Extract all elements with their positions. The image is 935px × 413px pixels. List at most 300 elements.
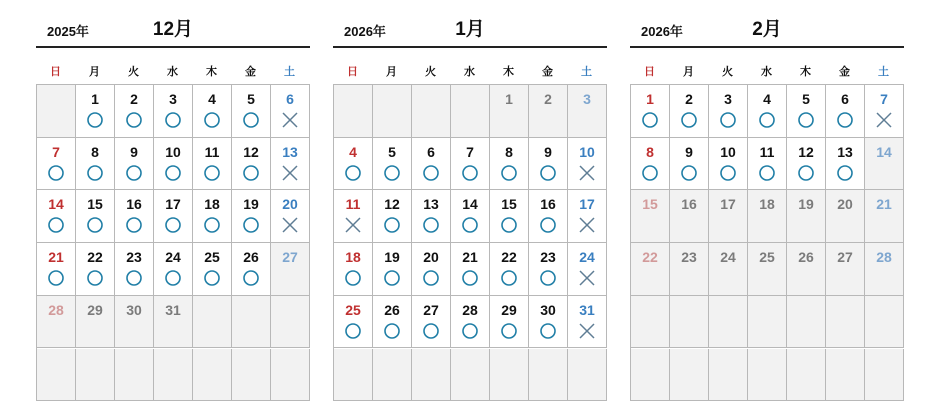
day-cell — [334, 138, 373, 191]
day-number: 28 — [48, 301, 64, 318]
empty-day-cell — [451, 349, 490, 402]
day-cell — [451, 138, 490, 191]
month-header — [630, 0, 904, 48]
circle-mark-icon — [798, 112, 814, 128]
day-cell — [568, 296, 607, 349]
day-number: 4 — [208, 91, 216, 107]
day-cell — [37, 296, 76, 349]
weekday-label: 木 — [206, 66, 217, 78]
day-cell — [568, 190, 607, 243]
day-grid — [630, 84, 904, 401]
empty-day-cell — [193, 349, 232, 402]
day-cell — [490, 296, 529, 349]
day-cell — [529, 85, 568, 138]
empty-day-cell — [271, 349, 310, 402]
day-number: 19 — [243, 196, 259, 213]
day-cell — [490, 190, 529, 243]
cross-mark-icon — [579, 217, 595, 233]
day-cell — [826, 138, 865, 191]
empty-day-cell — [865, 296, 904, 349]
day-cell — [748, 138, 787, 191]
day-number: 14 — [462, 196, 478, 213]
day-cell — [826, 85, 865, 138]
day-cell — [115, 190, 154, 243]
day-cell — [232, 190, 271, 243]
circle-mark-icon — [165, 270, 181, 286]
day-cell — [529, 190, 568, 243]
day-number: 7 — [52, 143, 60, 160]
day-number: 27 — [837, 249, 853, 266]
day-number: 20 — [423, 249, 439, 266]
day-cell — [490, 243, 529, 296]
day-cell — [154, 296, 193, 349]
empty-day-cell — [232, 296, 271, 349]
day-number: 13 — [282, 143, 298, 160]
day-cell — [115, 296, 154, 349]
day-number: 9 — [685, 143, 693, 160]
day-number: 1 — [91, 91, 99, 107]
day-cell — [154, 190, 193, 243]
empty-day-cell — [529, 349, 568, 402]
day-cell — [631, 190, 670, 243]
day-cell — [748, 190, 787, 243]
day-cell — [154, 85, 193, 138]
day-number: 25 — [345, 301, 361, 318]
day-cell — [568, 138, 607, 191]
circle-mark-icon — [243, 217, 259, 233]
day-cell — [115, 85, 154, 138]
day-number: 21 — [48, 249, 64, 266]
circle-mark-icon — [462, 165, 478, 181]
circle-mark-icon — [501, 165, 517, 181]
circle-mark-icon — [462, 270, 478, 286]
day-cell — [709, 138, 748, 191]
circle-mark-icon — [423, 323, 439, 339]
day-cell — [529, 138, 568, 191]
circle-mark-icon — [87, 112, 103, 128]
day-cell — [37, 190, 76, 243]
day-number: 10 — [165, 143, 181, 160]
empty-day-cell — [670, 349, 709, 402]
circle-mark-icon — [384, 323, 400, 339]
month-header — [36, 0, 310, 48]
day-cell — [631, 243, 670, 296]
day-cell — [193, 138, 232, 191]
circle-mark-icon — [423, 165, 439, 181]
day-number: 29 — [501, 301, 517, 318]
day-number: 12 — [384, 196, 400, 213]
day-cell — [451, 296, 490, 349]
day-number: 24 — [579, 249, 595, 266]
circle-mark-icon — [87, 270, 103, 286]
circle-mark-icon — [837, 165, 853, 181]
day-cell — [709, 190, 748, 243]
day-number: 8 — [91, 143, 99, 160]
circle-mark-icon — [165, 165, 181, 181]
day-cell — [529, 243, 568, 296]
circle-mark-icon — [681, 165, 697, 181]
empty-day-cell — [670, 296, 709, 349]
weekday-label: 水 — [167, 66, 178, 78]
day-cell — [631, 138, 670, 191]
circle-mark-icon — [681, 112, 697, 128]
circle-mark-icon — [345, 165, 361, 181]
day-number: 30 — [540, 301, 556, 318]
day-number: 23 — [540, 249, 556, 266]
day-number: 17 — [720, 196, 736, 213]
circle-mark-icon — [384, 217, 400, 233]
day-number: 17 — [579, 196, 595, 213]
circle-mark-icon — [243, 165, 259, 181]
day-cell — [193, 190, 232, 243]
empty-day-cell — [490, 349, 529, 402]
weekday-label: 火 — [722, 66, 733, 78]
day-cell — [787, 190, 826, 243]
day-number: 19 — [798, 196, 814, 213]
weekday-label: 金 — [245, 66, 256, 78]
empty-day-cell — [412, 349, 451, 402]
day-cell — [115, 243, 154, 296]
circle-mark-icon — [501, 323, 517, 339]
day-number: 26 — [243, 249, 259, 266]
day-number: 10 — [579, 143, 595, 160]
month-year-label: 2025年 — [47, 24, 89, 39]
circle-mark-icon — [48, 165, 64, 181]
day-number: 5 — [388, 143, 396, 160]
empty-day-cell — [826, 349, 865, 402]
circle-mark-icon — [204, 270, 220, 286]
day-number: 18 — [204, 196, 220, 213]
circle-mark-icon — [540, 323, 556, 339]
day-number: 12 — [243, 143, 259, 160]
day-number: 21 — [462, 249, 478, 266]
day-number: 3 — [724, 91, 732, 107]
month-name-label: 12月 — [152, 19, 194, 40]
day-number: 16 — [681, 196, 697, 213]
day-cell — [271, 85, 310, 138]
cross-mark-icon — [345, 217, 361, 233]
month-calendar-january-2026 — [333, 0, 607, 318]
circle-mark-icon — [501, 270, 517, 286]
empty-day-cell — [748, 349, 787, 402]
circle-mark-icon — [126, 217, 142, 233]
day-cell — [334, 243, 373, 296]
circle-mark-icon — [540, 270, 556, 286]
cross-mark-icon — [579, 270, 595, 286]
day-number: 31 — [579, 301, 595, 318]
day-number: 25 — [759, 249, 775, 266]
day-number: 21 — [876, 196, 892, 213]
empty-day-cell — [37, 85, 76, 138]
day-number: 9 — [130, 143, 138, 160]
circle-mark-icon — [126, 270, 142, 286]
day-number: 16 — [126, 196, 142, 213]
empty-day-cell — [373, 349, 412, 402]
day-number: 8 — [646, 143, 654, 160]
day-number: 18 — [345, 249, 361, 266]
cross-mark-icon — [579, 165, 595, 181]
circle-mark-icon — [384, 270, 400, 286]
day-number: 16 — [540, 196, 556, 213]
day-cell — [154, 138, 193, 191]
day-cell — [826, 190, 865, 243]
day-number: 15 — [501, 196, 517, 213]
day-number: 14 — [876, 143, 892, 160]
day-cell — [412, 138, 451, 191]
weekday-label: 土 — [284, 66, 295, 78]
day-number: 13 — [423, 196, 439, 213]
cross-mark-icon — [876, 112, 892, 128]
circle-mark-icon — [501, 217, 517, 233]
day-number: 17 — [165, 196, 181, 213]
weekday-label: 日 — [644, 66, 655, 78]
day-cell — [787, 85, 826, 138]
day-number: 29 — [87, 301, 103, 318]
empty-day-cell — [787, 296, 826, 349]
day-number: 28 — [462, 301, 478, 318]
day-cell — [154, 243, 193, 296]
cross-mark-icon — [282, 217, 298, 233]
empty-day-cell — [334, 85, 373, 138]
day-number: 11 — [345, 196, 361, 213]
day-number: 28 — [876, 249, 892, 266]
day-cell — [193, 85, 232, 138]
day-cell — [787, 243, 826, 296]
circle-mark-icon — [204, 165, 220, 181]
circle-mark-icon — [126, 165, 142, 181]
weekday-label: 水 — [464, 66, 475, 78]
day-number: 3 — [583, 91, 591, 107]
cross-mark-icon — [579, 323, 595, 339]
day-cell — [373, 296, 412, 349]
circle-mark-icon — [48, 217, 64, 233]
day-number: 24 — [720, 249, 736, 266]
circle-mark-icon — [642, 112, 658, 128]
weekday-header-row — [36, 63, 310, 79]
day-cell — [232, 85, 271, 138]
day-cell — [865, 243, 904, 296]
circle-mark-icon — [345, 323, 361, 339]
day-number: 15 — [642, 196, 658, 213]
day-number: 4 — [349, 143, 357, 160]
empty-day-cell — [709, 296, 748, 349]
day-cell — [76, 190, 115, 243]
day-cell — [568, 85, 607, 138]
day-number: 2 — [544, 91, 552, 107]
day-number: 31 — [165, 301, 181, 318]
empty-day-cell — [451, 85, 490, 138]
day-cell — [334, 296, 373, 349]
day-cell — [670, 243, 709, 296]
month-calendar-december-2025 — [36, 0, 310, 318]
day-number: 13 — [837, 143, 853, 160]
circle-mark-icon — [204, 217, 220, 233]
day-cell — [451, 190, 490, 243]
day-number: 23 — [681, 249, 697, 266]
day-cell — [490, 85, 529, 138]
weekday-header-row — [630, 63, 904, 79]
empty-day-cell — [232, 349, 271, 402]
day-cell — [670, 190, 709, 243]
empty-day-cell — [568, 349, 607, 402]
month-calendar-february-2026 — [630, 0, 904, 266]
empty-day-cell — [271, 296, 310, 349]
day-cell — [709, 243, 748, 296]
day-cell — [271, 190, 310, 243]
circle-mark-icon — [48, 270, 64, 286]
day-number: 6 — [841, 91, 849, 107]
empty-day-cell — [826, 296, 865, 349]
day-cell — [529, 296, 568, 349]
empty-day-cell — [37, 349, 76, 402]
day-cell — [37, 243, 76, 296]
day-cell — [748, 85, 787, 138]
day-number: 12 — [798, 143, 814, 160]
empty-day-cell — [709, 349, 748, 402]
weekday-label: 日 — [50, 66, 61, 78]
circle-mark-icon — [165, 217, 181, 233]
weekday-label: 土 — [878, 66, 889, 78]
day-cell — [373, 243, 412, 296]
empty-day-cell — [334, 349, 373, 402]
day-number: 18 — [759, 196, 775, 213]
day-number: 25 — [204, 249, 220, 266]
circle-mark-icon — [87, 217, 103, 233]
weekday-label: 月 — [89, 66, 100, 78]
circle-mark-icon — [837, 112, 853, 128]
day-number: 8 — [505, 143, 513, 160]
day-number: 30 — [126, 301, 142, 318]
circle-mark-icon — [759, 165, 775, 181]
day-number: 15 — [87, 196, 103, 213]
day-number: 2 — [685, 91, 693, 107]
day-number: 1 — [505, 91, 513, 107]
weekday-label: 金 — [542, 66, 553, 78]
day-number: 20 — [282, 196, 298, 213]
circle-mark-icon — [462, 217, 478, 233]
day-cell — [865, 190, 904, 243]
empty-day-cell — [865, 349, 904, 402]
weekday-label: 火 — [425, 66, 436, 78]
circle-mark-icon — [540, 165, 556, 181]
month-year-label: 2026年 — [641, 24, 683, 39]
day-cell — [271, 243, 310, 296]
day-cell — [568, 243, 607, 296]
empty-day-cell — [631, 296, 670, 349]
day-number: 6 — [286, 91, 294, 107]
day-number: 4 — [763, 91, 771, 107]
day-number: 22 — [642, 249, 658, 266]
empty-day-cell — [412, 85, 451, 138]
day-cell — [193, 243, 232, 296]
empty-day-cell — [373, 85, 412, 138]
circle-mark-icon — [204, 112, 220, 128]
day-cell — [373, 138, 412, 191]
day-number: 24 — [165, 249, 181, 266]
day-number: 27 — [282, 249, 298, 266]
day-number: 27 — [423, 301, 439, 318]
day-cell — [787, 138, 826, 191]
circle-mark-icon — [423, 217, 439, 233]
day-number: 20 — [837, 196, 853, 213]
day-cell — [115, 138, 154, 191]
day-number: 6 — [427, 143, 435, 160]
day-cell — [748, 243, 787, 296]
empty-day-cell — [748, 296, 787, 349]
day-cell — [709, 85, 748, 138]
circle-mark-icon — [798, 165, 814, 181]
day-cell — [865, 138, 904, 191]
circle-mark-icon — [462, 323, 478, 339]
weekday-label: 月 — [683, 66, 694, 78]
empty-day-cell — [787, 349, 826, 402]
weekday-header-row — [333, 63, 607, 79]
weekday-label: 金 — [839, 66, 850, 78]
day-number: 5 — [247, 91, 255, 107]
day-grid — [333, 84, 607, 401]
day-number: 22 — [501, 249, 517, 266]
day-cell — [76, 85, 115, 138]
empty-day-cell — [76, 349, 115, 402]
cross-mark-icon — [282, 112, 298, 128]
day-cell — [76, 243, 115, 296]
day-cell — [76, 138, 115, 191]
day-number: 1 — [646, 91, 654, 107]
circle-mark-icon — [759, 112, 775, 128]
day-cell — [271, 138, 310, 191]
day-number: 14 — [48, 196, 64, 213]
month-header — [333, 0, 607, 48]
weekday-label: 水 — [761, 66, 772, 78]
day-number: 11 — [759, 143, 775, 160]
month-name-label: 2月 — [752, 19, 782, 40]
weekday-label: 木 — [800, 66, 811, 78]
day-cell — [232, 138, 271, 191]
empty-day-cell — [631, 349, 670, 402]
cross-mark-icon — [282, 165, 298, 181]
day-cell — [232, 243, 271, 296]
circle-mark-icon — [423, 270, 439, 286]
circle-mark-icon — [243, 112, 259, 128]
weekday-label: 日 — [347, 66, 358, 78]
day-number: 7 — [466, 143, 474, 160]
circle-mark-icon — [540, 217, 556, 233]
day-cell — [670, 138, 709, 191]
weekday-label: 木 — [503, 66, 514, 78]
weekday-label: 土 — [581, 66, 592, 78]
day-number: 26 — [384, 301, 400, 318]
circle-mark-icon — [243, 270, 259, 286]
weekday-label: 火 — [128, 66, 139, 78]
day-cell — [37, 138, 76, 191]
day-cell — [490, 138, 529, 191]
circle-mark-icon — [720, 165, 736, 181]
day-number: 9 — [544, 143, 552, 160]
day-cell — [631, 85, 670, 138]
day-number: 19 — [384, 249, 400, 266]
day-number: 22 — [87, 249, 103, 266]
circle-mark-icon — [126, 112, 142, 128]
day-number: 7 — [880, 91, 888, 107]
circle-mark-icon — [165, 112, 181, 128]
day-cell — [412, 243, 451, 296]
month-name-label: 1月 — [455, 19, 485, 40]
empty-day-cell — [115, 349, 154, 402]
day-cell — [334, 190, 373, 243]
day-number: 10 — [720, 143, 736, 160]
day-cell — [826, 243, 865, 296]
day-grid — [36, 84, 310, 401]
